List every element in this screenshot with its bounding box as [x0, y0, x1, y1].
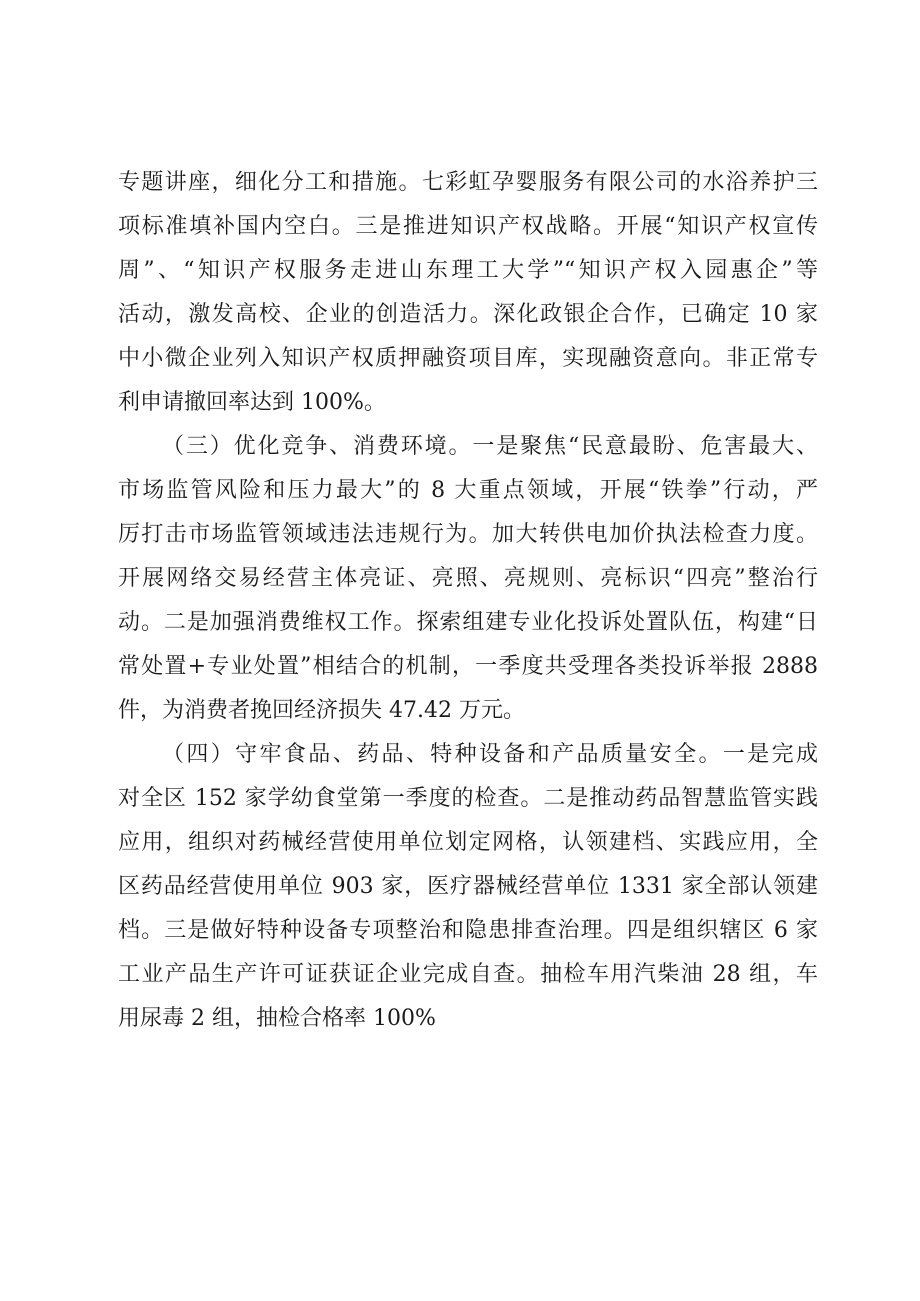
- paragraph-line: 对全区 152 家学幼食堂第一季度的检查。二是推动药品智慧监管实践: [118, 786, 818, 811]
- paragraph-line: 常处置+专业处置”相结合的机制，一季度共受理各类投诉举报 2888: [118, 654, 818, 679]
- paragraph-intellectual-property: [118, 161, 818, 425]
- paragraph-line: 件，为消费者挽回经济损失 47.42 万元。: [118, 698, 525, 723]
- paragraph-safety: [118, 733, 818, 1041]
- paragraph-line: 活动，激发高校、企业的创造活力。深化政银企合作，已确定 10 家: [118, 302, 818, 327]
- paragraph-line: 周”、“知识产权服务走进山东理工大学”“知识产权入园惠企”等: [118, 258, 818, 283]
- paragraph-heading-line: （三）优化竞争、消费环境。一是聚焦“民意最盼、危害最大、: [162, 434, 818, 459]
- paragraph-line: 工业产品生产许可证获证企业完成自查。抽检车用汽柴油 28 组，车: [118, 962, 818, 987]
- paragraph-line: 厉打击市场监管领域违法违规行为。加大转供电加价执法检查力度。: [118, 522, 818, 547]
- paragraph-line: 开展网络交易经营主体亮证、亮照、亮规则、亮标识“四亮”整治行: [118, 566, 818, 591]
- paragraph-line: 应用，组织对药械经营使用单位划定网格，认领建档、实践应用，全: [118, 830, 818, 855]
- paragraph-heading-line: （四）守牢食品、药品、特种设备和产品质量安全。一是完成: [162, 742, 818, 767]
- paragraph-line: 动。二是加强消费维权工作。探索组建专业化投诉处置队伍，构建“日: [118, 610, 818, 635]
- paragraph-line: 利申请撤回率达到 100%。: [118, 390, 386, 415]
- paragraph-line: 中小微企业列入知识产权质押融资项目库，实现融资意向。非正常专: [118, 346, 818, 371]
- paragraph-line: 市场监管风险和压力最大”的 8 大重点领域，开展“铁拳”行动，严: [118, 478, 818, 503]
- paragraph-line: 专题讲座，细化分工和措施。七彩虹孕婴服务有限公司的水浴养护三: [118, 170, 818, 195]
- paragraph-line: 档。三是做好特种设备专项整治和隐患排查治理。四是组织辖区 6 家: [118, 918, 818, 943]
- paragraph-line: 区药品经营使用单位 903 家，医疗器械经营单位 1331 家全部认领建: [118, 874, 818, 899]
- paragraph-line: 项标准填补国内空白。三是推进知识产权战略。开展“知识产权宣传: [118, 214, 818, 239]
- paragraph-line: 用尿毒 2 组，抽检合格率 100%: [118, 1006, 436, 1031]
- paragraph-competition-consumption: [118, 425, 818, 733]
